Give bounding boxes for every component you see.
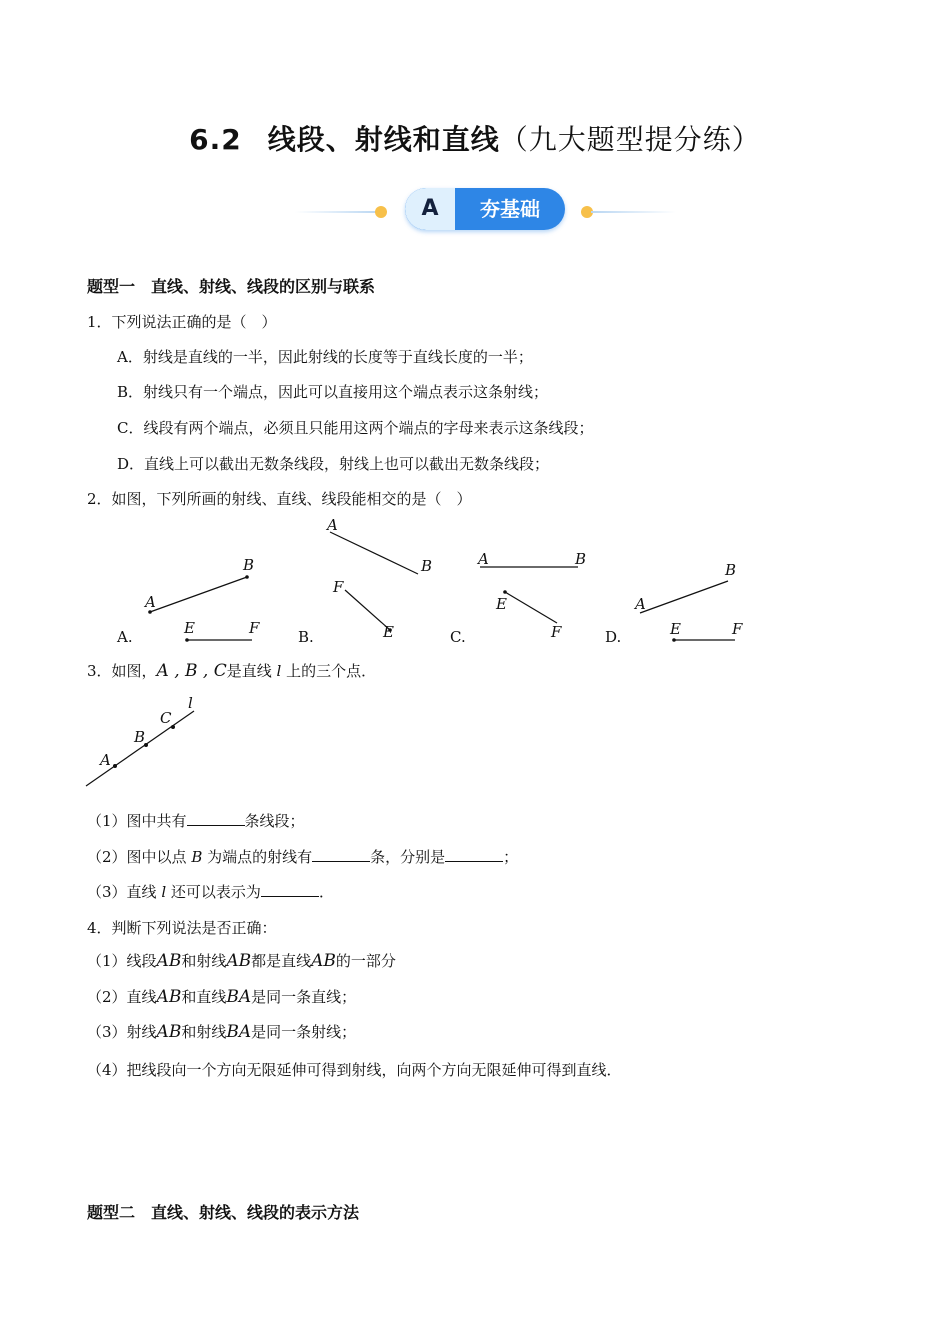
fig2-d-label-b: B [725, 561, 737, 579]
page-title [0, 118, 950, 158]
q4-s3-a: （3）射线 [87, 1023, 157, 1041]
q3-sub2-text-c: 条，分别是 [370, 848, 446, 866]
question-1-option-c: C．线段有两个端点，必须且只能用这两个端点的字母来表示这条线段； [117, 419, 594, 437]
question-1-option-a: A．射线是直线的一半，因此射线的长度等于直线长度的一半； [117, 348, 533, 366]
fig2-d-point-e [672, 638, 676, 642]
question-3-suffix-1: 是直线 [226, 662, 277, 680]
fig3-point-c [171, 725, 175, 729]
question-4-sub-4: （4）把线段向一个方向无限延伸可得到射线，向两个方向无限延伸可得到直线． [87, 1061, 622, 1079]
question-3-sub-2 [87, 846, 518, 867]
fig2-b-label-b: B [421, 557, 433, 575]
q4-s2-a: （2）直线 [87, 988, 157, 1006]
fig2-c-label-b: B [575, 550, 587, 568]
q3-sub2-point: B [191, 848, 203, 866]
fig2-a-point-b [245, 575, 249, 579]
fig3-label-a: A [100, 751, 111, 769]
fig2-b-label-e: E [383, 623, 394, 641]
q4-s3-b: 和射线 [181, 1023, 227, 1041]
q3-sub3-blank[interactable] [261, 882, 319, 897]
question-3-line-name: l [276, 662, 282, 680]
q3-sub1-text-a: （1）图中共有 [87, 812, 187, 830]
fig2-c-label-a: A [478, 550, 489, 568]
question-1-option-b: B．射线只有一个端点，因此可以直接用这个端点表示这条射线； [117, 383, 549, 401]
fig2-option-d-label: D. [605, 628, 622, 646]
q4-s2-c: 是同一条直线； [251, 988, 357, 1006]
q4-s2-b: 和直线 [181, 988, 227, 1006]
fig2-c-ray-ef [505, 592, 557, 623]
fig3-line-l [86, 711, 194, 786]
fig2-c-label-e: E [496, 595, 507, 613]
fig2-d-label-f: F [732, 620, 743, 638]
question-3-sub-3 [87, 881, 334, 902]
fig2-c-point-e [503, 590, 507, 594]
fig2-option-c-label: C. [450, 628, 466, 646]
q4-s2-m1: AB [156, 987, 182, 1007]
question-2-figure [0, 510, 950, 655]
fig2-option-a-label: A. [117, 628, 133, 646]
badge-letter: A [405, 188, 455, 230]
q3-sub1-text-b: 条线段； [244, 812, 305, 830]
badge-left-dot [375, 206, 387, 218]
q4-s3-m2: BA [226, 1022, 252, 1042]
q4-s3-c: 是同一条射线； [251, 1023, 357, 1041]
fig3-label-l: l [188, 694, 193, 712]
q3-sub2-text-b: 为端点的射线有 [207, 848, 313, 866]
question-2-stem: 2．如图，下列所画的射线、直线、线段能相交的是（ ） [87, 490, 472, 508]
badge-left-line [295, 211, 380, 213]
section-title-1: 题型一 直线、射线、线段的区别与联系 [87, 277, 376, 296]
fig2-d-label-a: A [635, 595, 646, 613]
badge-label: 夯基础 [480, 197, 540, 221]
question-3-prefix: 3．如图， [87, 662, 157, 680]
q3-sub3-text-b: 还可以表示为 [170, 883, 261, 901]
q4-s3-m1: AB [156, 1022, 182, 1042]
question-3-stem [87, 660, 376, 681]
q3-sub2-text-d: ； [503, 848, 519, 866]
q4-s1-c: 都是直线 [251, 952, 312, 970]
question-3-suffix-2: 上的三个点． [281, 662, 377, 680]
level-badge [405, 188, 565, 230]
question-3-points: A , B , C [156, 661, 227, 681]
section-title-2: 题型二 直线、射线、线段的表示方法 [87, 1203, 360, 1222]
question-1-stem: 1．下列说法正确的是（ ） [87, 313, 277, 331]
q4-s1-b: 和射线 [181, 952, 227, 970]
question-4-sub-3 [87, 1021, 356, 1042]
fig2-a-label-f: F [249, 619, 260, 637]
title-number: 6.2 [189, 123, 242, 156]
q3-sub3-line: l [161, 883, 167, 901]
q3-sub2-text-a: （2）图中以点 [87, 848, 187, 866]
q4-s2-m2: BA [226, 987, 252, 1007]
question-3-figure [80, 690, 220, 795]
fig2-b-line-ab [330, 532, 418, 574]
q4-s1-m2: AB [226, 951, 252, 971]
q3-sub3-text-a: （3）直线 [87, 883, 157, 901]
q3-sub3-text-c: ． [318, 883, 334, 901]
fig2-b-label-f: F [333, 578, 344, 596]
q3-sub2-blank-2[interactable] [445, 847, 503, 862]
q4-s1-a: （1）线段 [87, 952, 157, 970]
title-main: 线段、射线和直线 [267, 123, 500, 156]
question-4-stem: 4．判断下列说法是否正确： [87, 919, 277, 937]
badge-right-line [591, 211, 676, 213]
q3-sub1-blank[interactable] [187, 811, 245, 826]
fig2-a-label-b: B [243, 556, 255, 574]
fig2-a-ray-ab [150, 577, 247, 612]
question-4-sub-2 [87, 986, 356, 1007]
fig2-c-label-f: F [551, 623, 562, 641]
q3-sub2-blank-1[interactable] [312, 847, 370, 862]
fig2-d-line-ab [640, 581, 728, 613]
fig2-a-label-a: A [145, 593, 156, 611]
fig3-point-a [113, 764, 117, 768]
question-1-option-d: D．直线上可以截出无数条线段，射线上也可以截出无数条线段； [117, 455, 550, 473]
fig3-label-b: B [134, 728, 146, 746]
q4-s1-d: 的一部分 [335, 952, 396, 970]
question-4-sub-1 [87, 950, 396, 971]
fig2-a-label-e: E [184, 619, 195, 637]
fig2-d-label-e: E [670, 620, 681, 638]
question-3-sub-1 [87, 810, 305, 831]
fig3-label-c: C [160, 709, 172, 727]
fig2-option-b-label: B. [298, 628, 314, 646]
fig2-b-label-a: A [327, 516, 338, 534]
q4-s1-m3: AB [311, 951, 336, 971]
q4-s1-m1: AB [156, 951, 182, 971]
fig2-a-point-e [185, 638, 189, 642]
title-sub: （九大题型提分练） [499, 123, 761, 156]
